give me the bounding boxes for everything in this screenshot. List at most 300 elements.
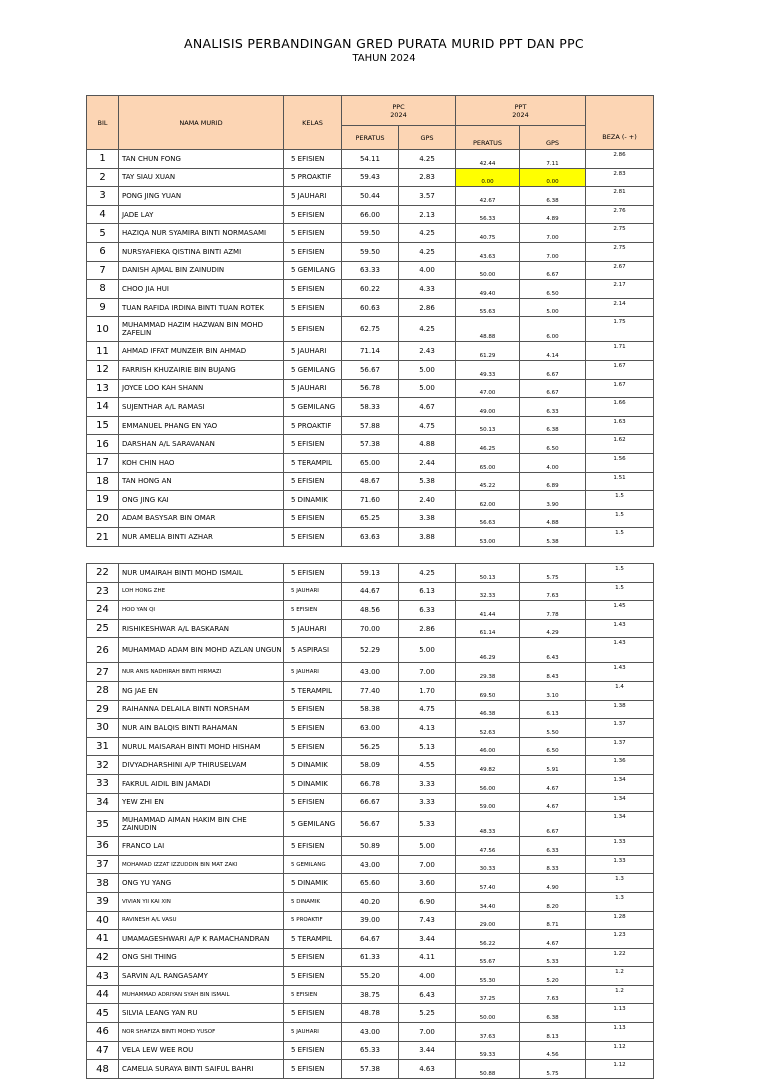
cell-bil: 21 <box>87 528 119 547</box>
cell-ppt-peratus: 29.00 <box>456 911 520 930</box>
cell-bil: 11 <box>87 342 119 361</box>
cell-bil: 40 <box>87 911 119 930</box>
cell-bil: 8 <box>87 280 119 299</box>
cell-bil: 20 <box>87 509 119 528</box>
cell-bil: 7 <box>87 261 119 280</box>
cell-kelas: 5 EFISIEN <box>284 601 342 620</box>
table-row <box>87 379 654 398</box>
cell-ppc-gps: 7.43 <box>399 911 456 930</box>
cell-beza: 1.28 <box>586 911 654 930</box>
cell-ppt-peratus: 47.00 <box>456 379 520 398</box>
cell-nama: ONG SHI THING <box>119 948 284 967</box>
cell-ppc-peratus: 77.40 <box>342 681 399 700</box>
cell-bil: 17 <box>87 453 119 472</box>
cell-ppc-gps: 4.00 <box>399 967 456 986</box>
cell-bil: 4 <box>87 205 119 224</box>
results-table-part-1 <box>86 95 654 547</box>
cell-ppc-peratus: 56.25 <box>342 737 399 756</box>
cell-ppt-gps: 6.50 <box>520 280 586 299</box>
cell-ppt-gps: 3.10 <box>520 681 586 700</box>
cell-ppc-peratus: 40.20 <box>342 892 399 911</box>
cell-beza: 1.23 <box>586 930 654 949</box>
cell-bil: 37 <box>87 855 119 874</box>
cell-beza: 2.67 <box>586 261 654 280</box>
cell-ppc-gps: 2.43 <box>399 342 456 361</box>
cell-kelas: 5 JAUHARI <box>284 1023 342 1042</box>
header-ppt-peratus: PERATUS <box>456 126 520 150</box>
cell-ppt-gps: 6.43 <box>520 638 586 663</box>
cell-ppt-peratus: 62.00 <box>456 491 520 510</box>
table-row <box>87 564 654 583</box>
cell-nama: HAZIQA NUR SYAMIRA BINTI NORMASAMI <box>119 224 284 243</box>
cell-nama: DANISH AJMAL BIN ZAINUDIN <box>119 261 284 280</box>
cell-ppc-peratus: 50.89 <box>342 837 399 856</box>
cell-nama: NUR UMAIRAH BINTI MOHD ISMAIL <box>119 564 284 583</box>
cell-ppt-peratus: 40.75 <box>456 224 520 243</box>
table-row <box>87 150 654 169</box>
cell-ppc-gps: 6.90 <box>399 892 456 911</box>
cell-kelas: 5 EFISIEN <box>284 317 342 342</box>
cell-ppt-gps: 6.33 <box>520 837 586 856</box>
cell-ppt-gps: 6.33 <box>520 398 586 417</box>
cell-ppc-gps: 6.13 <box>399 582 456 601</box>
cell-ppt-peratus: 50.88 <box>456 1060 520 1079</box>
cell-bil: 10 <box>87 317 119 342</box>
cell-ppc-gps: 5.33 <box>399 812 456 837</box>
cell-ppc-gps: 2.44 <box>399 453 456 472</box>
table-row <box>87 360 654 379</box>
table-row <box>87 453 654 472</box>
cell-ppc-gps: 4.67 <box>399 398 456 417</box>
cell-bil: 32 <box>87 756 119 775</box>
cell-ppc-peratus: 59.50 <box>342 242 399 261</box>
cell-beza: 1.3 <box>586 892 654 911</box>
table-row <box>87 205 654 224</box>
table-row <box>87 874 654 893</box>
cell-nama: NURSYAFIEKA QISTINA BINTI AZMI <box>119 242 284 261</box>
cell-bil: 28 <box>87 681 119 700</box>
cell-nama: TAN CHUN FONG <box>119 150 284 169</box>
cell-nama: DARSHAN A/L SARAVANAN <box>119 435 284 454</box>
cell-beza: 1.37 <box>586 719 654 738</box>
cell-ppc-gps: 7.00 <box>399 855 456 874</box>
table-row <box>87 756 654 775</box>
cell-kelas: 5 PROAKTIF <box>284 416 342 435</box>
cell-ppc-peratus: 64.67 <box>342 930 399 949</box>
table-row <box>87 1041 654 1060</box>
cell-bil: 9 <box>87 298 119 317</box>
table-row <box>87 1023 654 1042</box>
table-row <box>87 700 654 719</box>
header-ppc-label: PPC <box>392 102 405 111</box>
cell-ppc-peratus: 59.50 <box>342 224 399 243</box>
cell-ppt-gps: 4.67 <box>520 793 586 812</box>
cell-nama: LOH HONG ZHE <box>119 582 284 601</box>
cell-ppt-peratus: 57.40 <box>456 874 520 893</box>
page-title: ANALISIS PERBANDINGAN GRED PURATA MURID PPT DAN PPC <box>184 36 584 51</box>
cell-kelas: 5 EFISIEN <box>284 1041 342 1060</box>
cell-ppc-peratus: 63.33 <box>342 261 399 280</box>
cell-ppt-gps: 4.56 <box>520 1041 586 1060</box>
cell-ppc-peratus: 60.63 <box>342 298 399 317</box>
cell-ppt-gps: 8.20 <box>520 892 586 911</box>
cell-ppt-peratus: 41.44 <box>456 601 520 620</box>
cell-nama: JADE LAY <box>119 205 284 224</box>
cell-ppc-gps: 4.25 <box>399 150 456 169</box>
cell-kelas: 5 EFISIEN <box>284 1004 342 1023</box>
cell-bil: 24 <box>87 601 119 620</box>
cell-ppt-gps: 8.43 <box>520 663 586 682</box>
cell-nama: FRANCO LAI <box>119 837 284 856</box>
cell-ppc-peratus: 48.78 <box>342 1004 399 1023</box>
cell-kelas: 5 JAUHARI <box>284 342 342 361</box>
table-row <box>87 509 654 528</box>
cell-nama: NG JAE EN <box>119 681 284 700</box>
cell-nama: MUHAMMAD HAZIM HAZWAN BIN MOHD ZAFELIN <box>119 317 284 342</box>
cell-ppt-peratus: 56.33 <box>456 205 520 224</box>
cell-beza: 2.75 <box>586 224 654 243</box>
cell-ppc-gps: 3.38 <box>399 509 456 528</box>
cell-ppc-peratus: 56.67 <box>342 360 399 379</box>
cell-ppc-gps: 4.63 <box>399 1060 456 1079</box>
table-row <box>87 681 654 700</box>
cell-beza: 1.13 <box>586 1023 654 1042</box>
cell-nama: RISHIKESHWAR A/L BASKARAN <box>119 619 284 638</box>
cell-ppc-peratus: 63.63 <box>342 528 399 547</box>
cell-ppt-peratus: 30.33 <box>456 855 520 874</box>
cell-beza: 1.34 <box>586 793 654 812</box>
cell-ppt-gps: 8.33 <box>520 855 586 874</box>
cell-nama: SILVIA LEANG YAN RU <box>119 1004 284 1023</box>
cell-ppc-peratus: 62.75 <box>342 317 399 342</box>
cell-ppc-peratus: 61.33 <box>342 948 399 967</box>
cell-nama: PONG JING YUAN <box>119 187 284 206</box>
cell-ppt-peratus: 50.00 <box>456 1004 520 1023</box>
cell-nama: VIVIAN YII KAI XIN <box>119 892 284 911</box>
cell-bil: 3 <box>87 187 119 206</box>
cell-ppc-gps: 3.33 <box>399 774 456 793</box>
cell-bil: 25 <box>87 619 119 638</box>
table-row <box>87 930 654 949</box>
cell-kelas: 5 EFISIEN <box>284 298 342 317</box>
header-ppt <box>456 96 586 126</box>
cell-kelas: 5 EFISIEN <box>284 509 342 528</box>
cell-beza: 1.43 <box>586 663 654 682</box>
cell-nama: AHMAD IFFAT MUNZEIR BIN AHMAD <box>119 342 284 361</box>
cell-ppc-gps: 5.38 <box>399 472 456 491</box>
cell-ppt-gps: 4.88 <box>520 509 586 528</box>
cell-ppc-gps: 4.33 <box>399 280 456 299</box>
cell-nama: VELA LEW WEE ROU <box>119 1041 284 1060</box>
cell-ppc-gps: 2.86 <box>399 619 456 638</box>
cell-ppt-peratus: 0.00 <box>456 168 520 187</box>
cell-beza: 1.5 <box>586 564 654 583</box>
cell-ppc-peratus: 48.67 <box>342 472 399 491</box>
cell-ppt-peratus: 55.30 <box>456 967 520 986</box>
cell-ppt-peratus: 59.33 <box>456 1041 520 1060</box>
cell-kelas: 5 EFISIEN <box>284 985 342 1004</box>
cell-ppt-peratus: 49.82 <box>456 756 520 775</box>
cell-beza: 1.37 <box>586 737 654 756</box>
table-row <box>87 491 654 510</box>
cell-ppt-peratus: 46.25 <box>456 435 520 454</box>
table-row <box>87 837 654 856</box>
table-row <box>87 1004 654 1023</box>
cell-ppt-gps: 7.00 <box>520 242 586 261</box>
cell-ppc-peratus: 66.00 <box>342 205 399 224</box>
cell-nama: RAVINESH A/L VASU <box>119 911 284 930</box>
cell-ppt-gps: 8.71 <box>520 911 586 930</box>
cell-ppt-peratus: 61.14 <box>456 619 520 638</box>
cell-ppc-gps: 7.00 <box>399 1023 456 1042</box>
cell-bil: 14 <box>87 398 119 417</box>
cell-nama: CAMELIA SURAYA BINTI SAIFUL BAHRI <box>119 1060 284 1079</box>
cell-beza: 1.5 <box>586 491 654 510</box>
cell-ppt-gps: 6.67 <box>520 812 586 837</box>
table-row <box>87 892 654 911</box>
cell-ppc-gps: 4.55 <box>399 756 456 775</box>
table-row <box>87 985 654 1004</box>
cell-ppt-gps: 7.63 <box>520 582 586 601</box>
cell-ppc-peratus: 48.56 <box>342 601 399 620</box>
cell-ppt-peratus: 53.00 <box>456 528 520 547</box>
cell-ppc-gps: 4.25 <box>399 242 456 261</box>
cell-beza: 1.67 <box>586 379 654 398</box>
cell-beza: 1.34 <box>586 774 654 793</box>
cell-bil: 36 <box>87 837 119 856</box>
cell-nama: TAY SIAU XUAN <box>119 168 284 187</box>
cell-ppc-gps: 7.00 <box>399 663 456 682</box>
cell-beza: 1.5 <box>586 509 654 528</box>
cell-ppc-gps: 4.25 <box>399 317 456 342</box>
table-row <box>87 638 654 663</box>
cell-kelas: 5 EFISIEN <box>284 967 342 986</box>
cell-ppc-gps: 2.40 <box>399 491 456 510</box>
cell-beza: 1.71 <box>586 342 654 361</box>
cell-beza: 1.5 <box>586 582 654 601</box>
table-row <box>87 472 654 491</box>
cell-bil: 35 <box>87 812 119 837</box>
cell-bil: 12 <box>87 360 119 379</box>
cell-bil: 45 <box>87 1004 119 1023</box>
table-row <box>87 1060 654 1079</box>
cell-kelas: 5 JAUHARI <box>284 582 342 601</box>
cell-nama: FAKRUL AIDIL BIN JAMADI <box>119 774 284 793</box>
cell-kelas: 5 PROAKTIF <box>284 911 342 930</box>
cell-ppt-peratus: 45.22 <box>456 472 520 491</box>
cell-beza: 1.67 <box>586 360 654 379</box>
table-row <box>87 261 654 280</box>
cell-beza: 1.5 <box>586 528 654 547</box>
cell-kelas: 5 PROAKTIF <box>284 168 342 187</box>
cell-ppt-gps: 6.67 <box>520 360 586 379</box>
cell-nama: NUR AIN BALQIS BINTI RAHAMAN <box>119 719 284 738</box>
cell-beza: 1.33 <box>586 837 654 856</box>
header-ppt-label: PPT <box>514 102 527 111</box>
cell-kelas: 5 GEMILANG <box>284 398 342 417</box>
cell-ppc-peratus: 55.20 <box>342 967 399 986</box>
cell-kelas: 5 EFISIEN <box>284 435 342 454</box>
cell-ppc-peratus: 38.75 <box>342 985 399 1004</box>
cell-bil: 41 <box>87 930 119 949</box>
cell-kelas: 5 EFISIEN <box>284 150 342 169</box>
cell-ppc-peratus: 63.00 <box>342 719 399 738</box>
cell-ppc-gps: 2.86 <box>399 298 456 317</box>
cell-bil: 16 <box>87 435 119 454</box>
cell-ppc-gps: 6.33 <box>399 601 456 620</box>
cell-kelas: 5 JAUHARI <box>284 619 342 638</box>
cell-nama: HOO YAN QI <box>119 601 284 620</box>
cell-ppt-peratus: 49.40 <box>456 280 520 299</box>
cell-ppt-peratus: 52.63 <box>456 719 520 738</box>
cell-ppt-gps: 7.11 <box>520 150 586 169</box>
cell-nama: CHOO JIA HUI <box>119 280 284 299</box>
cell-beza: 1.13 <box>586 1004 654 1023</box>
cell-bil: 29 <box>87 700 119 719</box>
cell-ppt-peratus: 50.00 <box>456 261 520 280</box>
cell-ppc-peratus: 58.09 <box>342 756 399 775</box>
cell-kelas: 5 EFISIEN <box>284 793 342 812</box>
cell-bil: 27 <box>87 663 119 682</box>
cell-ppt-gps: 4.00 <box>520 453 586 472</box>
cell-beza: 1.4 <box>586 681 654 700</box>
cell-ppt-peratus: 48.88 <box>456 317 520 342</box>
cell-ppc-peratus: 65.60 <box>342 874 399 893</box>
cell-kelas: 5 ASPIRASI <box>284 638 342 663</box>
table-row <box>87 774 654 793</box>
cell-ppt-peratus: 47.56 <box>456 837 520 856</box>
cell-ppc-gps: 2.13 <box>399 205 456 224</box>
cell-bil: 22 <box>87 564 119 583</box>
cell-ppt-gps: 7.78 <box>520 601 586 620</box>
cell-ppt-peratus: 56.63 <box>456 509 520 528</box>
cell-ppc-peratus: 44.67 <box>342 582 399 601</box>
cell-ppc-gps: 3.57 <box>399 187 456 206</box>
table-row <box>87 582 654 601</box>
cell-beza: 1.3 <box>586 874 654 893</box>
cell-bil: 1 <box>87 150 119 169</box>
cell-nama: ONG JING KAI <box>119 491 284 510</box>
cell-ppt-gps: 8.13 <box>520 1023 586 1042</box>
table-row <box>87 435 654 454</box>
cell-ppt-peratus: 59.00 <box>456 793 520 812</box>
cell-ppt-peratus: 32.33 <box>456 582 520 601</box>
cell-ppt-gps: 5.33 <box>520 948 586 967</box>
cell-ppt-gps: 5.20 <box>520 967 586 986</box>
table-row <box>87 224 654 243</box>
cell-bil: 2 <box>87 168 119 187</box>
header-ppc-year: 2024 <box>390 110 407 119</box>
cell-ppt-gps: 6.67 <box>520 261 586 280</box>
cell-kelas: 5 EFISIEN <box>284 700 342 719</box>
cell-kelas: 5 EFISIEN <box>284 948 342 967</box>
cell-beza: 1.43 <box>586 638 654 663</box>
cell-bil: 30 <box>87 719 119 738</box>
cell-ppc-peratus: 71.14 <box>342 342 399 361</box>
cell-beza: 1.43 <box>586 619 654 638</box>
table-row <box>87 528 654 547</box>
cell-ppc-gps: 5.00 <box>399 379 456 398</box>
cell-nama: MUHAMMAD AIMAN HAKIM BIN CHE ZAINUDIN <box>119 812 284 837</box>
cell-kelas: 5 EFISIEN <box>284 1060 342 1079</box>
cell-beza: 1.62 <box>586 435 654 454</box>
cell-ppt-gps: 6.38 <box>520 1004 586 1023</box>
results-table-part-2 <box>86 563 654 1079</box>
cell-ppt-gps: 6.38 <box>520 187 586 206</box>
cell-ppc-gps: 3.44 <box>399 930 456 949</box>
cell-ppt-peratus: 49.33 <box>456 360 520 379</box>
table-row <box>87 280 654 299</box>
cell-nama: ADAM BASYSAR BIN OMAR <box>119 509 284 528</box>
cell-bil: 6 <box>87 242 119 261</box>
table-row <box>87 416 654 435</box>
cell-nama: NOR SHAFIZA BINTI MOHD YUSOF <box>119 1023 284 1042</box>
cell-bil: 13 <box>87 379 119 398</box>
cell-ppt-gps: 6.00 <box>520 317 586 342</box>
cell-ppc-gps: 3.44 <box>399 1041 456 1060</box>
cell-ppt-gps: 5.50 <box>520 719 586 738</box>
cell-ppc-gps: 1.70 <box>399 681 456 700</box>
cell-ppt-peratus: 50.13 <box>456 564 520 583</box>
cell-bil: 43 <box>87 967 119 986</box>
cell-ppc-gps: 3.60 <box>399 874 456 893</box>
cell-ppc-peratus: 56.67 <box>342 812 399 837</box>
cell-bil: 38 <box>87 874 119 893</box>
cell-bil: 15 <box>87 416 119 435</box>
table-row <box>87 911 654 930</box>
cell-ppc-peratus: 65.00 <box>342 453 399 472</box>
cell-ppt-gps: 3.90 <box>520 491 586 510</box>
cell-ppc-gps: 4.00 <box>399 261 456 280</box>
table-row <box>87 619 654 638</box>
cell-kelas: 5 JAUHARI <box>284 379 342 398</box>
cell-beza: 2.81 <box>586 187 654 206</box>
table-row <box>87 242 654 261</box>
cell-ppt-gps: 6.50 <box>520 435 586 454</box>
cell-nama: UMAMAGESHWARI A/P K RAMACHANDRAN <box>119 930 284 949</box>
cell-beza: 1.12 <box>586 1060 654 1079</box>
cell-nama: NURUL MAISARAH BINTI MOHD HISHAM <box>119 737 284 756</box>
cell-ppc-gps: 4.88 <box>399 435 456 454</box>
cell-kelas: 5 DINAMIK <box>284 874 342 893</box>
cell-bil: 33 <box>87 774 119 793</box>
cell-ppc-peratus: 56.78 <box>342 379 399 398</box>
cell-nama: DIVYADHARSHINI A/P THIRUSELVAM <box>119 756 284 775</box>
cell-kelas: 5 EFISIEN <box>284 472 342 491</box>
cell-ppc-gps: 3.88 <box>399 528 456 547</box>
cell-ppc-peratus: 66.67 <box>342 793 399 812</box>
cell-bil: 48 <box>87 1060 119 1079</box>
header-ppc <box>342 96 456 126</box>
cell-nama: ONG YU YANG <box>119 874 284 893</box>
cell-nama: TAN HONG AN <box>119 472 284 491</box>
cell-ppt-gps: 0.00 <box>520 168 586 187</box>
table-row <box>87 793 654 812</box>
cell-ppt-peratus: 56.22 <box>456 930 520 949</box>
cell-beza: 1.34 <box>586 812 654 837</box>
cell-kelas: 5 EFISIEN <box>284 280 342 299</box>
table-row <box>87 855 654 874</box>
cell-kelas: 5 GEMILANG <box>284 261 342 280</box>
cell-ppt-peratus: 55.63 <box>456 298 520 317</box>
cell-beza: 1.38 <box>586 700 654 719</box>
cell-nama: NUR ANIS NADHIRAH BINTI HIRMAZI <box>119 663 284 682</box>
cell-nama: TUAN RAFIDA IRDINA BINTI TUAN ROTEK <box>119 298 284 317</box>
cell-ppc-peratus: 43.00 <box>342 855 399 874</box>
cell-nama: SUJENTHAR A/L RAMASI <box>119 398 284 417</box>
cell-kelas: 5 EFISIEN <box>284 564 342 583</box>
cell-kelas: 5 EFISIEN <box>284 837 342 856</box>
